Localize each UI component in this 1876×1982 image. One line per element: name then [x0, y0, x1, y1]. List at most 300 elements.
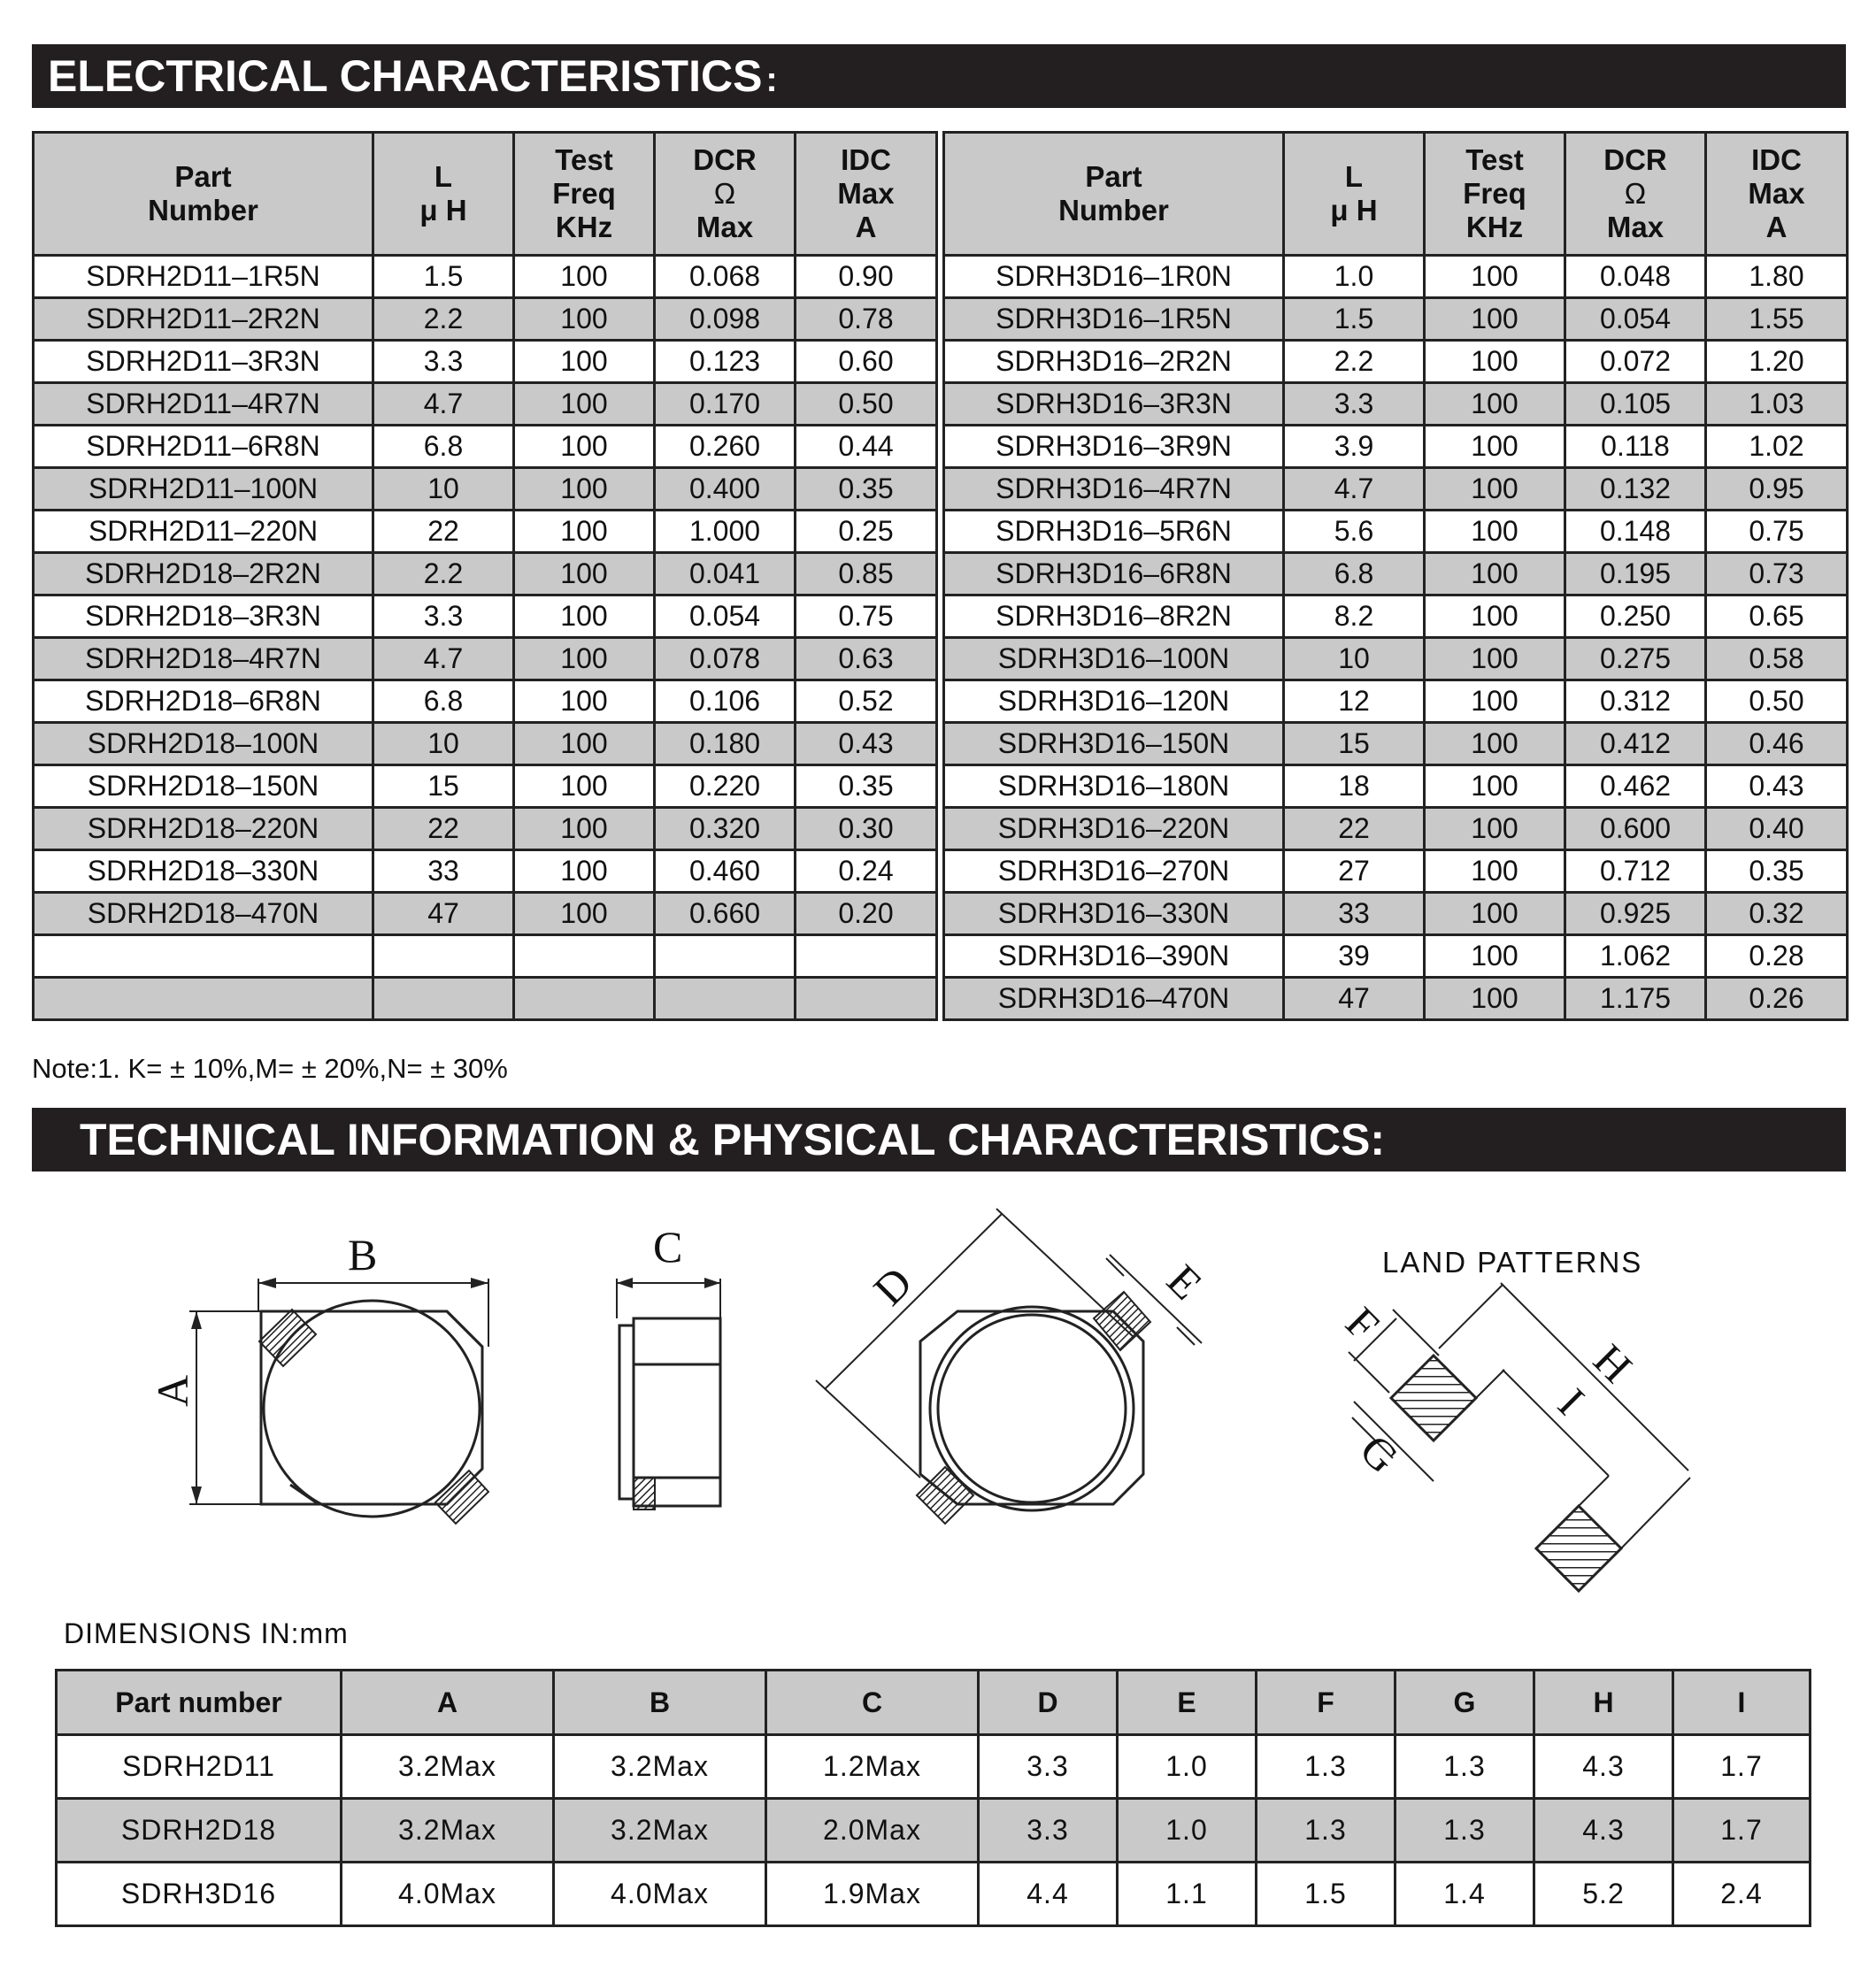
table-cell: 0.105 [1565, 383, 1706, 426]
table-cell: SDRH2D18–330N [34, 850, 373, 893]
table-cell: SDRH2D18–220N [34, 808, 373, 850]
table-cell: 100 [514, 595, 655, 638]
table-cell: 0.50 [796, 383, 937, 426]
table-cell: 0.660 [655, 893, 796, 935]
header-inductance: L μ H [1284, 133, 1425, 256]
table-cell: 0.462 [1565, 765, 1706, 808]
table-cell: 4.7 [373, 383, 514, 426]
table-cell: 1.02 [1706, 426, 1848, 468]
table-cell: SDRH2D18–100N [34, 723, 373, 765]
dimensions-caption: DIMENSIONS IN:mm [64, 1617, 349, 1649]
table-cell [655, 978, 796, 1020]
rotated-view-winding [930, 1307, 1134, 1510]
table-row [34, 935, 937, 978]
table-cell: 100 [1425, 256, 1565, 298]
table-cell: 2.2 [1284, 341, 1425, 383]
table-row [944, 850, 1848, 893]
table-cell: 1.80 [1706, 256, 1848, 298]
table-cell: 0.58 [1706, 638, 1848, 680]
electrical-table-left-body [34, 256, 937, 1020]
table-cell: 10 [373, 723, 514, 765]
table-cell [34, 978, 373, 1020]
dim-header-f: F [1257, 1671, 1395, 1735]
table-cell: 3.2Max [554, 1799, 766, 1863]
table-cell: 0.220 [655, 765, 796, 808]
table-cell: 0.78 [796, 298, 937, 341]
table-row [57, 1799, 1811, 1863]
table-cell: 4.0Max [342, 1863, 554, 1926]
table-cell: 0.75 [1706, 511, 1848, 553]
table-cell: SDRH3D16–330N [944, 893, 1284, 935]
table-cell: 100 [514, 468, 655, 511]
table-cell: SDRH3D16–180N [944, 765, 1284, 808]
table-cell: 6.8 [1284, 553, 1425, 595]
table-cell: 4.4 [979, 1863, 1118, 1926]
dim-header-c: C [766, 1671, 979, 1735]
table-cell: 0.260 [655, 426, 796, 468]
table-cell: 0.048 [1565, 256, 1706, 298]
table-cell: 0.44 [796, 426, 937, 468]
header-row [944, 133, 1848, 256]
table-row [944, 765, 1848, 808]
header-dcr: DCR Ω Max [655, 133, 796, 256]
table-cell: 100 [1425, 765, 1565, 808]
table-cell: 1.9Max [766, 1863, 979, 1926]
header-inductance: L μ H [373, 133, 514, 256]
header-idc: IDC Max A [1706, 133, 1848, 256]
table-cell: 4.3 [1534, 1735, 1673, 1799]
table-cell: SDRH3D16–270N [944, 850, 1284, 893]
dimensions-header-row [57, 1671, 1811, 1735]
table-cell: 1.55 [1706, 298, 1848, 341]
table-row [944, 341, 1848, 383]
electrical-colon: : [765, 60, 778, 99]
land-pad-upper [1391, 1356, 1476, 1440]
table-cell: 1.7 [1673, 1735, 1811, 1799]
dim-header-h: H [1534, 1671, 1673, 1735]
side-view-drawing [617, 1278, 720, 1510]
table-row [34, 553, 937, 595]
table-row [944, 256, 1848, 298]
table-cell: 0.28 [1706, 935, 1848, 978]
table-row [34, 383, 937, 426]
table-cell: 0.24 [796, 850, 937, 893]
table-cell: SDRH3D16–390N [944, 935, 1284, 978]
table-cell: 0.180 [655, 723, 796, 765]
table-cell: 3.2Max [554, 1735, 766, 1799]
table-cell: 0.32 [1706, 893, 1848, 935]
table-cell: 100 [1425, 553, 1565, 595]
electrical-table-right-body [944, 256, 1848, 1020]
table-cell: 100 [514, 426, 655, 468]
table-cell: 33 [1284, 893, 1425, 935]
table-cell: 3.3 [979, 1735, 1118, 1799]
header-dcr: DCR Ω Max [1565, 133, 1706, 256]
table-cell: 0.054 [1565, 298, 1706, 341]
table-cell: SDRH2D18–2R2N [34, 553, 373, 595]
table-cell: SDRH2D18–470N [34, 893, 373, 935]
table-cell [514, 935, 655, 978]
dimensions-table [55, 1669, 1811, 1927]
dim-header-g: G [1395, 1671, 1534, 1735]
dim-label-b: B [348, 1230, 378, 1279]
table-cell: 0.20 [796, 893, 937, 935]
table-cell [796, 935, 937, 978]
table-row [34, 298, 937, 341]
table-cell: 3.2Max [342, 1735, 554, 1799]
table-cell: 0.170 [655, 383, 796, 426]
table-cell: 0.90 [796, 256, 937, 298]
dim-header-a: A [342, 1671, 554, 1735]
header-part-number: Part Number [944, 133, 1284, 256]
table-cell: 100 [1425, 383, 1565, 426]
header-test-freq: Test Freq KHz [1425, 133, 1565, 256]
electrical-table-left [32, 131, 938, 1021]
table-cell: 100 [514, 298, 655, 341]
table-cell: 100 [514, 256, 655, 298]
table-cell: 1.7 [1673, 1799, 1811, 1863]
dim-header-part: Part number [57, 1671, 342, 1735]
table-cell: 39 [1284, 935, 1425, 978]
table-cell: 18 [1284, 765, 1425, 808]
table-cell: 4.3 [1534, 1799, 1673, 1863]
table-cell: SDRH2D11–1R5N [34, 256, 373, 298]
table-cell: 8.2 [1284, 595, 1425, 638]
table-cell: 1.0 [1284, 256, 1425, 298]
table-cell: SDRH2D11–6R8N [34, 426, 373, 468]
table-cell: SDRH3D16–220N [944, 808, 1284, 850]
table-cell: 0.123 [655, 341, 796, 383]
table-cell [373, 978, 514, 1020]
table-cell: 1.1 [1118, 1863, 1257, 1926]
table-cell: 0.195 [1565, 553, 1706, 595]
table-cell: 100 [514, 680, 655, 723]
table-row [34, 511, 937, 553]
table-cell: 0.30 [796, 808, 937, 850]
table-cell: SDRH3D16–1R5N [944, 298, 1284, 341]
table-cell: 100 [514, 893, 655, 935]
table-cell: 0.26 [1706, 978, 1848, 1020]
table-row [34, 468, 937, 511]
header-part-number: Part Number [34, 133, 373, 256]
table-cell: 0.75 [796, 595, 937, 638]
table-row [34, 638, 937, 680]
dim-header-i: I [1673, 1671, 1811, 1735]
table-cell: 0.400 [655, 468, 796, 511]
table-cell: 0.460 [655, 850, 796, 893]
table-cell: 1.062 [1565, 935, 1706, 978]
top-view-notch [290, 1485, 319, 1504]
table-cell: 1.3 [1257, 1799, 1395, 1863]
table-cell: 22 [373, 808, 514, 850]
table-cell: 27 [1284, 850, 1425, 893]
table-cell [655, 935, 796, 978]
dim-label-g: G [1350, 1425, 1409, 1483]
table-cell: 100 [1425, 850, 1565, 893]
table-cell: 0.098 [655, 298, 796, 341]
table-cell: 2.0Max [766, 1799, 979, 1863]
table-cell [796, 978, 937, 1020]
table-cell: SDRH2D11–2R2N [34, 298, 373, 341]
table-cell: SDRH3D16–120N [944, 680, 1284, 723]
table-cell: 100 [1425, 511, 1565, 553]
table-row [34, 341, 937, 383]
table-row [57, 1863, 1811, 1926]
table-row [34, 680, 937, 723]
table-cell: 0.275 [1565, 638, 1706, 680]
table-cell: SDRH2D11–4R7N [34, 383, 373, 426]
table-cell: 0.320 [655, 808, 796, 850]
table-cell: 0.43 [1706, 765, 1848, 808]
table-cell: 3.2Max [342, 1799, 554, 1863]
table-cell: 0.106 [655, 680, 796, 723]
table-cell: SDRH2D11–220N [34, 511, 373, 553]
table-cell: SDRH2D11 [57, 1735, 342, 1799]
table-cell: 0.52 [796, 680, 937, 723]
table-cell: 4.7 [373, 638, 514, 680]
table-cell [514, 978, 655, 1020]
table-cell: 0.63 [796, 638, 937, 680]
table-cell: SDRH3D16–150N [944, 723, 1284, 765]
table-cell: 1.000 [655, 511, 796, 553]
table-row [34, 850, 937, 893]
table-cell: 100 [514, 553, 655, 595]
table-cell: 0.072 [1565, 341, 1706, 383]
table-cell: 100 [514, 638, 655, 680]
table-cell: 100 [514, 383, 655, 426]
dim-label-f: F [1336, 1297, 1389, 1350]
table-row [34, 808, 937, 850]
dimensions-table-body [57, 1735, 1811, 1926]
table-row [944, 511, 1848, 553]
table-row [944, 468, 1848, 511]
table-cell: SDRH2D11–100N [34, 468, 373, 511]
land-pad-lower [1536, 1506, 1621, 1591]
table-cell: 100 [1425, 978, 1565, 1020]
table-cell: SDRH3D16–3R9N [944, 426, 1284, 468]
technical-drawings [0, 1177, 1876, 1602]
rotated-view-drawing [816, 1209, 1202, 1524]
table-row [944, 723, 1848, 765]
table-row [34, 595, 937, 638]
table-cell: 0.65 [1706, 595, 1848, 638]
table-cell: 100 [514, 765, 655, 808]
table-row [944, 383, 1848, 426]
table-cell: 1.175 [1565, 978, 1706, 1020]
table-cell: 0.73 [1706, 553, 1848, 595]
table-cell: SDRH3D16–1R0N [944, 256, 1284, 298]
table-cell: 100 [1425, 468, 1565, 511]
table-row [944, 298, 1848, 341]
electrical-table-right [942, 131, 1849, 1021]
table-cell: 0.35 [1706, 850, 1848, 893]
table-cell: 1.5 [1257, 1863, 1395, 1926]
table-cell: 4.0Max [554, 1863, 766, 1926]
table-cell: 0.925 [1565, 893, 1706, 935]
table-row [34, 426, 937, 468]
table-cell: 100 [1425, 723, 1565, 765]
table-row [34, 893, 937, 935]
table-cell: 100 [1425, 680, 1565, 723]
table-cell: 6.8 [373, 680, 514, 723]
table-cell: 0.148 [1565, 511, 1706, 553]
dim-label-h: H [1584, 1334, 1642, 1393]
table-cell: 100 [514, 723, 655, 765]
table-cell: SDRH2D18 [57, 1799, 342, 1863]
dim-label-a: A [148, 1374, 197, 1407]
table-cell: 2.4 [1673, 1863, 1811, 1926]
table-cell: 0.250 [1565, 595, 1706, 638]
table-row [944, 595, 1848, 638]
table-cell: 1.5 [1284, 298, 1425, 341]
table-cell: 1.3 [1395, 1799, 1534, 1863]
table-cell: 0.43 [796, 723, 937, 765]
table-cell: 100 [1425, 893, 1565, 935]
table-cell: SDRH2D11–3R3N [34, 341, 373, 383]
table-cell [34, 935, 373, 978]
table-cell: SDRH2D18–150N [34, 765, 373, 808]
table-cell: SDRH2D18–4R7N [34, 638, 373, 680]
table-cell: 1.3 [1257, 1735, 1395, 1799]
land-patterns-drawing [1349, 1283, 1690, 1591]
technical-title: TECHNICAL INFORMATION & PHYSICAL CHARACTERISTICS: [80, 1115, 1385, 1164]
table-cell: 0.85 [796, 553, 937, 595]
table-cell: 100 [514, 808, 655, 850]
table-cell: 1.0 [1118, 1735, 1257, 1799]
table-cell: 100 [1425, 935, 1565, 978]
table-cell: 47 [373, 893, 514, 935]
table-cell: 100 [514, 511, 655, 553]
table-cell: 1.2Max [766, 1735, 979, 1799]
table-cell: 22 [1284, 808, 1425, 850]
table-cell: SDRH3D16–2R2N [944, 341, 1284, 383]
table-cell: 0.712 [1565, 850, 1706, 893]
table-cell: 33 [373, 850, 514, 893]
table-cell: SDRH2D18–6R8N [34, 680, 373, 723]
table-cell: 0.60 [796, 341, 937, 383]
table-row [944, 978, 1848, 1020]
table-cell: 0.46 [1706, 723, 1848, 765]
table-cell: 12 [1284, 680, 1425, 723]
table-cell: SDRH3D16–6R8N [944, 553, 1284, 595]
table-cell: 0.25 [796, 511, 937, 553]
table-cell: 0.118 [1565, 426, 1706, 468]
top-terminal-upper-left [259, 1310, 316, 1366]
table-cell: SDRH3D16–100N [944, 638, 1284, 680]
table-cell: 0.132 [1565, 468, 1706, 511]
table-row [944, 935, 1848, 978]
table-cell: 100 [1425, 595, 1565, 638]
table-cell: 2.2 [373, 298, 514, 341]
table-cell: 1.0 [1118, 1799, 1257, 1863]
table-row [34, 256, 937, 298]
table-cell: 47 [1284, 978, 1425, 1020]
table-cell: 1.4 [1395, 1863, 1534, 1926]
table-cell: 2.2 [373, 553, 514, 595]
table-cell: 100 [1425, 426, 1565, 468]
table-cell: 22 [373, 511, 514, 553]
header-test-freq: Test Freq KHz [514, 133, 655, 256]
table-row [944, 893, 1848, 935]
table-cell: 15 [1284, 723, 1425, 765]
table-cell: 0.041 [655, 553, 796, 595]
table-cell: 3.3 [373, 341, 514, 383]
table-cell: 100 [514, 850, 655, 893]
table-cell: 100 [514, 341, 655, 383]
table-cell: SDRH2D18–3R3N [34, 595, 373, 638]
table-cell: 1.5 [373, 256, 514, 298]
electrical-characteristics-banner [32, 44, 1846, 108]
table-cell: 100 [1425, 638, 1565, 680]
table-cell: 100 [1425, 341, 1565, 383]
table-row [944, 680, 1848, 723]
table-row [57, 1735, 1811, 1799]
table-cell: 0.35 [796, 765, 937, 808]
table-cell: 5.6 [1284, 511, 1425, 553]
table-cell: 0.078 [655, 638, 796, 680]
table-cell [373, 935, 514, 978]
top-view-drawing [189, 1278, 488, 1524]
table-cell: 0.600 [1565, 808, 1706, 850]
table-cell: 0.068 [655, 256, 796, 298]
table-cell: 15 [373, 765, 514, 808]
table-row [34, 978, 937, 1020]
dim-header-e: E [1118, 1671, 1257, 1735]
dim-header-b: B [554, 1671, 766, 1735]
table-cell: SDRH3D16–5R6N [944, 511, 1284, 553]
table-row [34, 765, 937, 808]
dim-label-e: E [1157, 1255, 1212, 1310]
table-cell: 10 [373, 468, 514, 511]
table-cell: SDRH3D16 [57, 1863, 342, 1926]
technical-information-banner [32, 1108, 1846, 1172]
header-idc: IDC Max A [796, 133, 937, 256]
electrical-title: ELECTRICAL CHARACTERISTICS [48, 51, 763, 101]
table-cell: 0.412 [1565, 723, 1706, 765]
tolerance-note: Note:1. K= ± 10%,M= ± 20%,N= ± 30% [32, 1053, 508, 1084]
table-cell: SDRH3D16–8R2N [944, 595, 1284, 638]
table-cell: 1.20 [1706, 341, 1848, 383]
header-row [34, 133, 937, 256]
land-patterns-title: LAND PATTERNS [1382, 1246, 1643, 1279]
side-terminal [634, 1478, 655, 1510]
table-cell: 0.40 [1706, 808, 1848, 850]
table-cell: 3.3 [1284, 383, 1425, 426]
table-cell: 4.7 [1284, 468, 1425, 511]
dim-label-i: I [1549, 1379, 1595, 1425]
table-cell: 0.312 [1565, 680, 1706, 723]
dim-label-c: C [653, 1222, 683, 1271]
table-cell: 3.3 [373, 595, 514, 638]
dim-header-d: D [979, 1671, 1118, 1735]
top-terminal-lower-right [435, 1471, 488, 1524]
table-row [34, 723, 937, 765]
table-cell: 6.8 [373, 426, 514, 468]
table-cell: 1.03 [1706, 383, 1848, 426]
table-cell: 0.50 [1706, 680, 1848, 723]
table-cell: 3.9 [1284, 426, 1425, 468]
table-cell: 5.2 [1534, 1863, 1673, 1926]
table-cell: 0.054 [655, 595, 796, 638]
table-cell: SDRH3D16–4R7N [944, 468, 1284, 511]
table-cell: SDRH3D16–3R3N [944, 383, 1284, 426]
table-row [944, 426, 1848, 468]
table-row [944, 553, 1848, 595]
table-cell: SDRH3D16–470N [944, 978, 1284, 1020]
table-cell: 0.95 [1706, 468, 1848, 511]
table-row [944, 808, 1848, 850]
table-cell: 10 [1284, 638, 1425, 680]
